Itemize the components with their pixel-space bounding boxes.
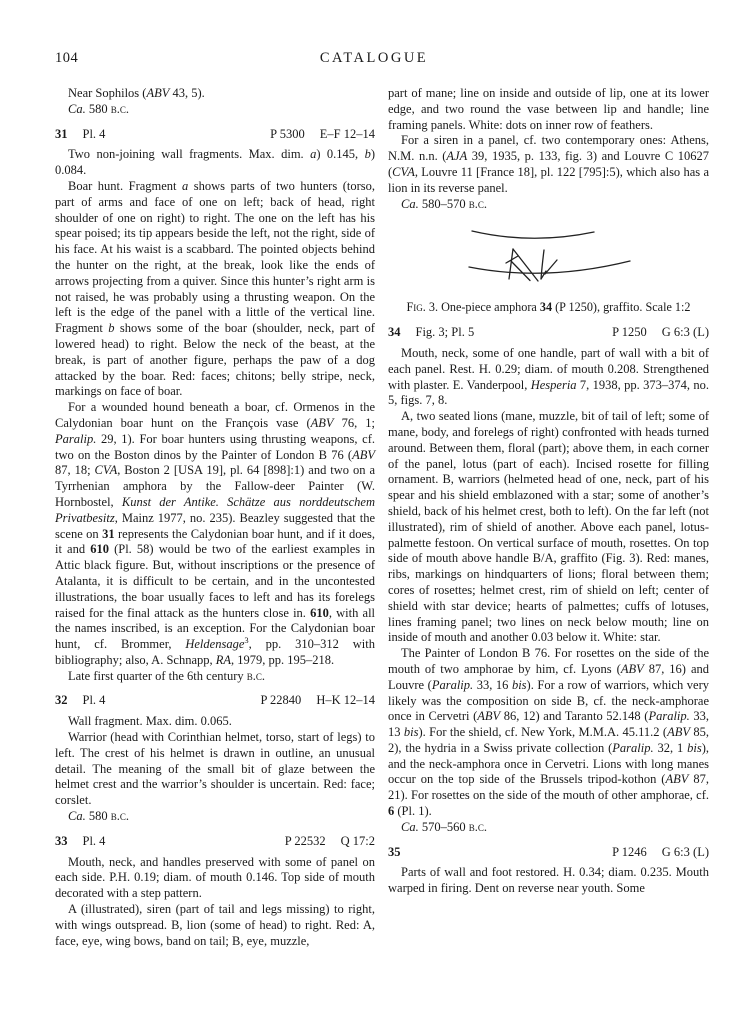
inventory-number: P 22532 [284, 833, 326, 848]
inventory-number: P 1246 [612, 844, 647, 859]
grid-reference: Q 17:2 [340, 833, 375, 848]
figure-3-caption: Fig. 3. One-piece amphora 34 (P 1250), graffito. Scale 1:2 [406, 300, 691, 315]
paragraph-dimensions-32: Wall fragment. Max. dim. 0.065. [68, 714, 232, 729]
page-header-title: CATALOGUE [319, 50, 429, 66]
date-line-31: Late first quarter of the 6th century b.c. [68, 668, 266, 683]
catalogue-number: 31 [55, 126, 68, 141]
paragraph-description-34: A, two seated lions (mane, muzzle, bit of tail of left; some of mane, body, and forelegs of right) confronted with heads turned around. Between them, floral (part); above them, in each corner of the panel, lotus (part of each). Incised rosette for filling ornament. B, warriors (helmeted head of one, neck, part of his spear and his shield emblazoned with a star; some of another’s shield, back of his helmet crest, both to left). On the far left (not illustrated), rim of shield of another. Above each panel, lotus-palmette festoon. On vertical surface of mouth, rosettes. On top side of mouth above handle B/A, graffito (Fig. 3). Red: manes, ribs, markings on hindquarters of lions; floral between them; cores of rosettes; helmet crest, rim of shield on left; center of shield with star device; hearts of palmettes; cuffs of lotuses, lines framing panel; two lines on neck below mouth; line on inside of mouth and another 0.03 below it. White: star. [388, 409, 709, 645]
paragraph-commentary-33: For a siren in a panel, cf. two contemporary ones: Athens, N.M. n.n. (AJA 39, 1935, p. 133, fig. 3) and Louvre C 10627 (CVA, Louvre 11 [France 18], pl. 122 [795]:5), which also has a lion in its reverse panel. [388, 133, 709, 195]
paragraph-dimensions-31: Two non-joining wall fragments. Max. dim. a) 0.145, b) 0.084. [55, 147, 376, 178]
catalogue-number: 34 [388, 325, 401, 340]
left-column [55, 86, 375, 949]
paragraph-dimensions-34: Mouth, neck, some of one handle, part of wall with a bit of each panel. Rest. H. 0.29; diam. of mouth 0.208. Strengthened with plaster. E. Vanderpool, Hesperia 7, 1938, pp. 373–374, no. 5, figs. 7, 8. [388, 345, 709, 408]
two-column-text [55, 86, 709, 949]
page-number: 104 [55, 50, 79, 66]
entry-header-35 [388, 845, 709, 861]
paragraph-commentary-31: For a wounded hound beneath a boar, cf. Ormenos in the Calydonian boar hunt on the François vase (ABV 76, 1; Paralip. 29, 1). For boar hunters using thrusting weapons, cf. two on the Boston dinos by the Painter of London B 76 (ABV 87, 18; CVA, Boston 2 [USA 19], pl. 64 [898]:1) and two on a Tyrrhenian amphora by the Fallow-deer Painter (W. Hornbostel, Kunst der Antike. Schätze aus norddeutschem Privatbesitz, Mainz 1977, no. 235). Beazley suggested that the scene on 31 represents the Calydonian boar hunt, and if it does, it and 610 (Pl. 58) would be two of the earliest examples in Attic black figure. But, without inscriptions or the presence of Atalanta, it is difficult to be certain, and in the uncontested illustrations, the boar usually faces to left and has its forelegs raised for the final attack as the hunters close in. 610, with all the names inscribed, is an exception. For the Calydonian boar hunt, cf. Brommer, Heldensage$^3$, pp. 310–312 with bibliography; also, A. Schnapp, RA, 1979, pp. 195–218. [55, 400, 376, 667]
catalogue-number: 35 [388, 844, 401, 859]
paragraph-description-31: Boar hunt. Fragment a shows parts of two hunters (torso, part of arms and face of one on left; back of head, right shoulder of one on right) to right. The one on the left has his spear poised; its tip appears beside the left, not the right, side of his face. At his waist is a scabbard. The pointed objects behind the hunter on the right, at the break, look like the ends of arrows projecting from a quiver. Since this hunter’s right arm is not raised, he was probably using a thrusting weapon. On the left is the edge of the panel with a little of the vertical line. Fragment b shows some of the boar (shoulder, neck, part of lowered head) to right. Below the neck of the beast, at the break, is part of another figure, perhaps the paw of a dog attacked by the boar. Red: faces; chitons; belly stripe, neck, markings on face of boar. [55, 178, 375, 399]
date-line-34: Ca. 570–560 b.c. [401, 819, 487, 834]
figure-3 [388, 224, 709, 316]
paragraph-description-33: A (illustrated), siren (part of tail and legs missing) to right, with wings outspread. B, lion (some of head) to right. Red: A, face, eye, wing bows, band on tail; B, eye, muzzle, [55, 902, 375, 948]
plate-reference: Pl. 4 [82, 833, 106, 848]
date-line-entry-30: Ca. 580 b.c. [68, 101, 129, 116]
date-line-32: Ca. 580 b.c. [68, 809, 129, 824]
catalogue-number: 32 [55, 693, 68, 708]
entry-header-34 [388, 325, 709, 341]
figure-plate-reference: Fig. 3; Pl. 5 [415, 325, 475, 340]
inventory-number: P 5300 [270, 126, 305, 141]
paragraph-commentary-34: The Painter of London B 76. For rosettes on the side of the mouth of two amphorae by him, cf. Lyons (ABV 87, 16) and Louvre (Paralip. 33, 16 bis). For a row of warriors, which very likely was the composition on side B, cf. the neck-amphorae once in Cervetri (ABV 86, 12) and Taranto 52.148 (Paralip. 33, 13 bis). For the shield, cf. New York, M.M.A. 45.11.2 (ABV 85, 2), the hydria in a Swiss private collection (Paralip. 32, 1 bis), and the neck-amphora once in Cervetri. Lions with long manes occur on the top side of the Brussels tripod-kothon (ABV 87, 21). For rosettes on the side of the mouth of other amphorae, cf. 6 (Pl. 1). [388, 646, 710, 819]
grid-reference: G 6:3 (L) [661, 325, 709, 340]
inventory-number: P 1250 [612, 325, 647, 340]
running-head [0, 50, 748, 70]
grid-reference: E–F 12–14 [319, 126, 375, 141]
entry-header-33 [55, 834, 375, 850]
plate-reference: Pl. 4 [82, 126, 106, 141]
grid-reference: H–K 12–14 [316, 693, 375, 708]
date-line-33: Ca. 580–570 b.c. [401, 196, 487, 211]
right-column [388, 86, 709, 949]
entry-header-31 [55, 127, 375, 143]
paragraph-continuation-33: part of mane; line on inside and outside of lip, one at its lower edge, and two round the vase between lip and handle; line framing panels. White: dots on inner row of feathers. [388, 86, 709, 132]
paragraph-dimensions-33: Mouth, neck, and handles preserved with some of panel on each side. P.H. 0.19; diam. of mouth 0.146. Top side of mouth decorated with a step pattern. [55, 854, 375, 901]
plate-reference: Pl. 4 [82, 693, 106, 708]
graffito-drawing [463, 224, 635, 286]
paragraph-description-32: Warrior (head with Corinthian helmet, torso, start of legs) to left. The crest of his helmet is drawn in outline, an unusual detail. The meaning of the small bit of glaze between the helmet crest and the warrior’s shoulder is uncertain. Red: face; corslet. [55, 730, 375, 808]
entry-header-32 [55, 693, 375, 709]
grid-reference: G 6:3 (L) [661, 844, 709, 859]
inventory-number: P 22840 [260, 693, 302, 708]
paragraph-near-sophilos: Near Sophilos (ABV 43, 5). [68, 86, 205, 100]
catalogue-number: 33 [55, 833, 68, 848]
paragraph-dimensions-35: Parts of wall and foot restored. H. 0.34; diam. 0.235. Mouth warped in firing. Dent on reverse near youth. Some [388, 865, 709, 896]
